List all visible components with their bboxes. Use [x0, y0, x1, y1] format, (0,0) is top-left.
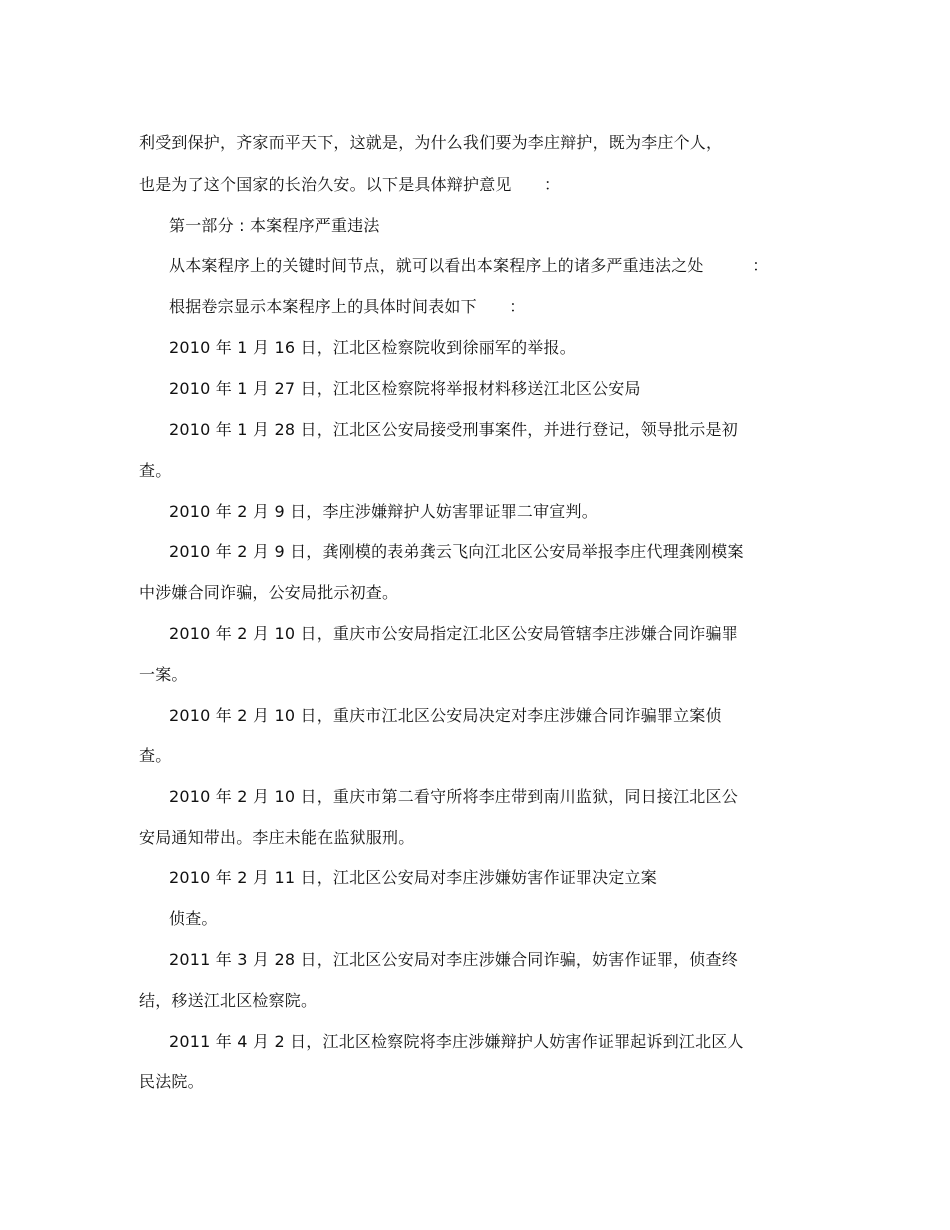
section-heading: 第一部分 : 本案程序严重违法: [169, 216, 380, 235]
timeline-entry-continuation: 中涉嫌合同诈骗，公安局批示初查。: [139, 583, 399, 602]
timeline-entry: 2010 年 2 月 10 日，重庆市第二看守所将李庄带到南川监狱，同日接江北区公: [169, 787, 738, 806]
paragraph-line: 根据卷宗显示本案程序上的具体时间表如下 ：: [169, 297, 526, 316]
timeline-entry: 2010 年 2 月 11 日，江北区公安局对李庄涉嫌妨害作证罪决定立案: [169, 868, 657, 887]
timeline-entry-continuation: 查。: [139, 746, 172, 765]
timeline-entry: 2011 年 3 月 28 日，江北区公安局对李庄涉嫌合同诈骗，妨害作证罪，侦查终: [169, 950, 738, 969]
timeline-entry: 2010 年 2 月 9 日，李庄涉嫌辩护人妨害罪证罪二审宣判。: [169, 502, 598, 521]
paragraph-line: 也是为了这个国家的长治久安。以下是具体辩护意见 ：: [139, 175, 561, 194]
timeline-entry-continuation: 民法院。: [139, 1072, 204, 1091]
timeline-entry-continuation: 一案。: [139, 665, 188, 684]
timeline-entry: 2011 年 4 月 2 日，江北区检察院将李庄涉嫌辩护人妨害作证罪起诉到江北区人: [169, 1032, 744, 1051]
timeline-entry: 2010 年 1 月 27 日，江北区检察院将举报材料移送江北区公安局: [169, 379, 641, 398]
timeline-entry: 2010 年 1 月 16 日，江北区检察院收到徐丽军的举报。: [169, 338, 576, 357]
paragraph-line: 利受到保护，齐家而平天下，这就是，为什么我们要为李庄辩护，既为李庄个人，: [139, 133, 723, 152]
timeline-entry: 2010 年 2 月 9 日，龚刚模的表弟龚云飞向江北区公安局举报李庄代理龚刚模案: [169, 542, 744, 561]
timeline-entry-continuation: 侦查。: [169, 909, 218, 928]
timeline-entry-continuation: 结，移送江北区检察院。: [139, 991, 318, 1010]
timeline-entry: 2010 年 2 月 10 日，重庆市公安局指定江北区公安局管辖李庄涉嫌合同诈骗罪: [169, 624, 738, 643]
paragraph-line: 从本案程序上的关键时间节点，就可以看出本案程序上的诸多严重违法之处 ：: [169, 256, 769, 275]
timeline-entry-continuation: 安局通知带出。李庄未能在监狱服刑。: [139, 828, 415, 847]
timeline-entry: 2010 年 1 月 28 日，江北区公安局接受刑事案件，并进行登记，领导批示是初: [169, 420, 738, 439]
timeline-entry: 2010 年 2 月 10 日，重庆市江北区公安局决定对李庄涉嫌合同诈骗罪立案侦: [169, 706, 722, 725]
timeline-entry-continuation: 查。: [139, 461, 172, 480]
